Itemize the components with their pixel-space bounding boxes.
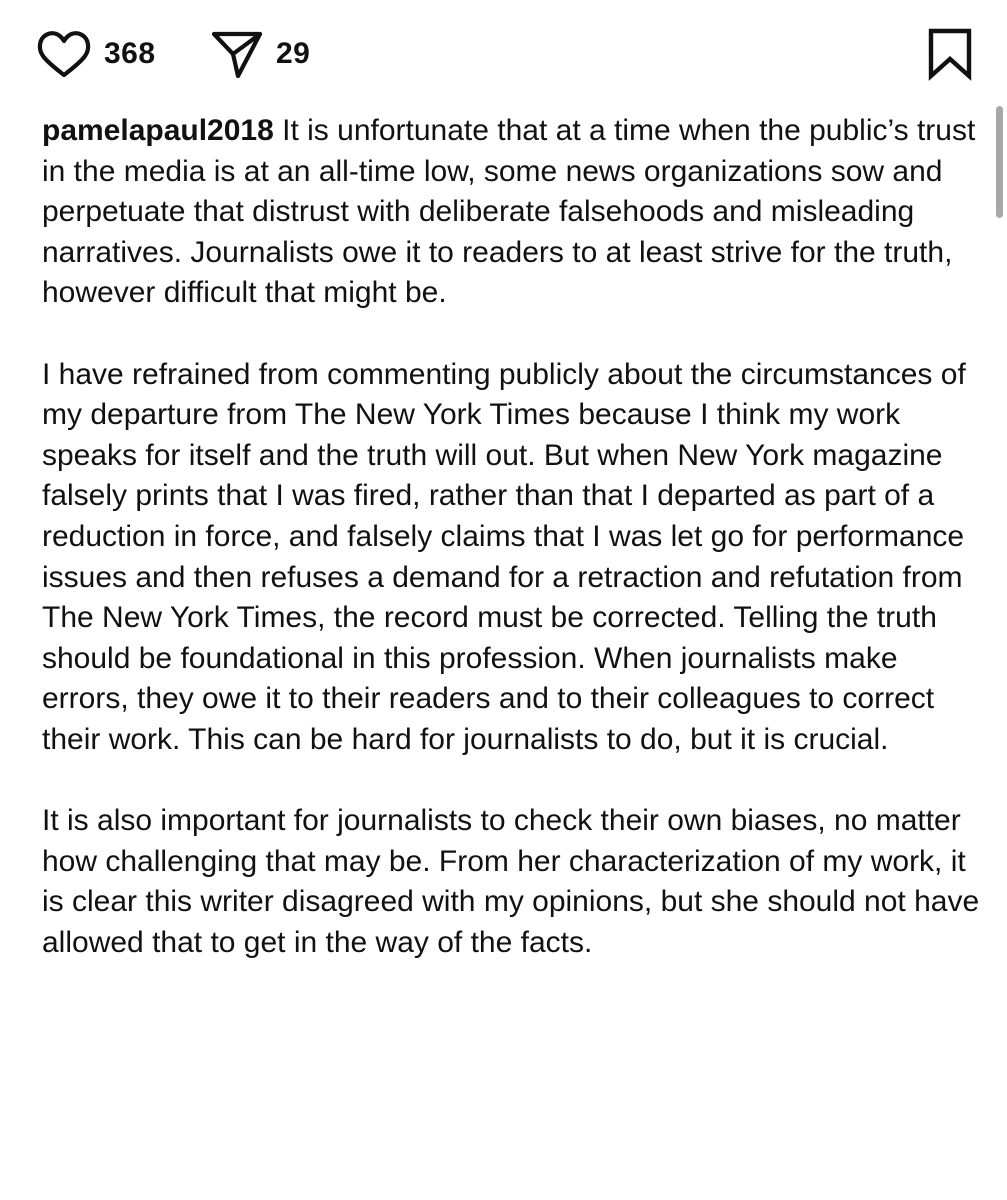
- caption-text-1: It is unfortunate that at a time when the public’s trust in the media is at an all-time low, some news organizations sow and perpetuate that distrust with deliberate falsehoods and misleading narratives. Journalists owe it to readers to at least strive for the truth, however difficult that might be.: [42, 114, 976, 310]
- share-count[interactable]: 29: [276, 37, 311, 70]
- share-group: [210, 18, 310, 90]
- paper-plane-icon[interactable]: [210, 29, 264, 79]
- like-count[interactable]: 368: [104, 37, 156, 70]
- bookmark-icon[interactable]: [927, 27, 973, 81]
- username-link[interactable]: pamelapaul2018: [42, 114, 274, 147]
- caption-paragraph-1: [42, 111, 982, 314]
- caption-paragraph-2: I have refrained from commenting publicly about the circumstances of my departure from The New York Times because I think my work speaks for itself and the truth will out. But when New York magazine falsely prints that I was fired, rather than that I departed as part of a reduction in force, and falsely claims that I was let go for performance issues and then refuses a demand for a retraction and refutation from The New York Times, the record must be corrected. Telling the truth should be foundational in this profession. When journalists make errors, they owe it to their readers and to their colleagues to correct their work. This can be hard for journalists to do, but it is crucial.: [42, 357, 966, 756]
- heart-icon[interactable]: [36, 29, 92, 79]
- post-caption: [42, 111, 982, 1004]
- scrollbar-thumb[interactable]: [996, 106, 1003, 218]
- caption-paragraph-3: It is also important for journalists to check their own biases, no matter how challenging that may be. From her characterization of my work, it is clear this writer disagreed with my opinions, but she should not have allowed that to get in the way of the facts.: [42, 804, 980, 959]
- post-action-bar: [36, 18, 973, 90]
- like-group: [36, 18, 156, 90]
